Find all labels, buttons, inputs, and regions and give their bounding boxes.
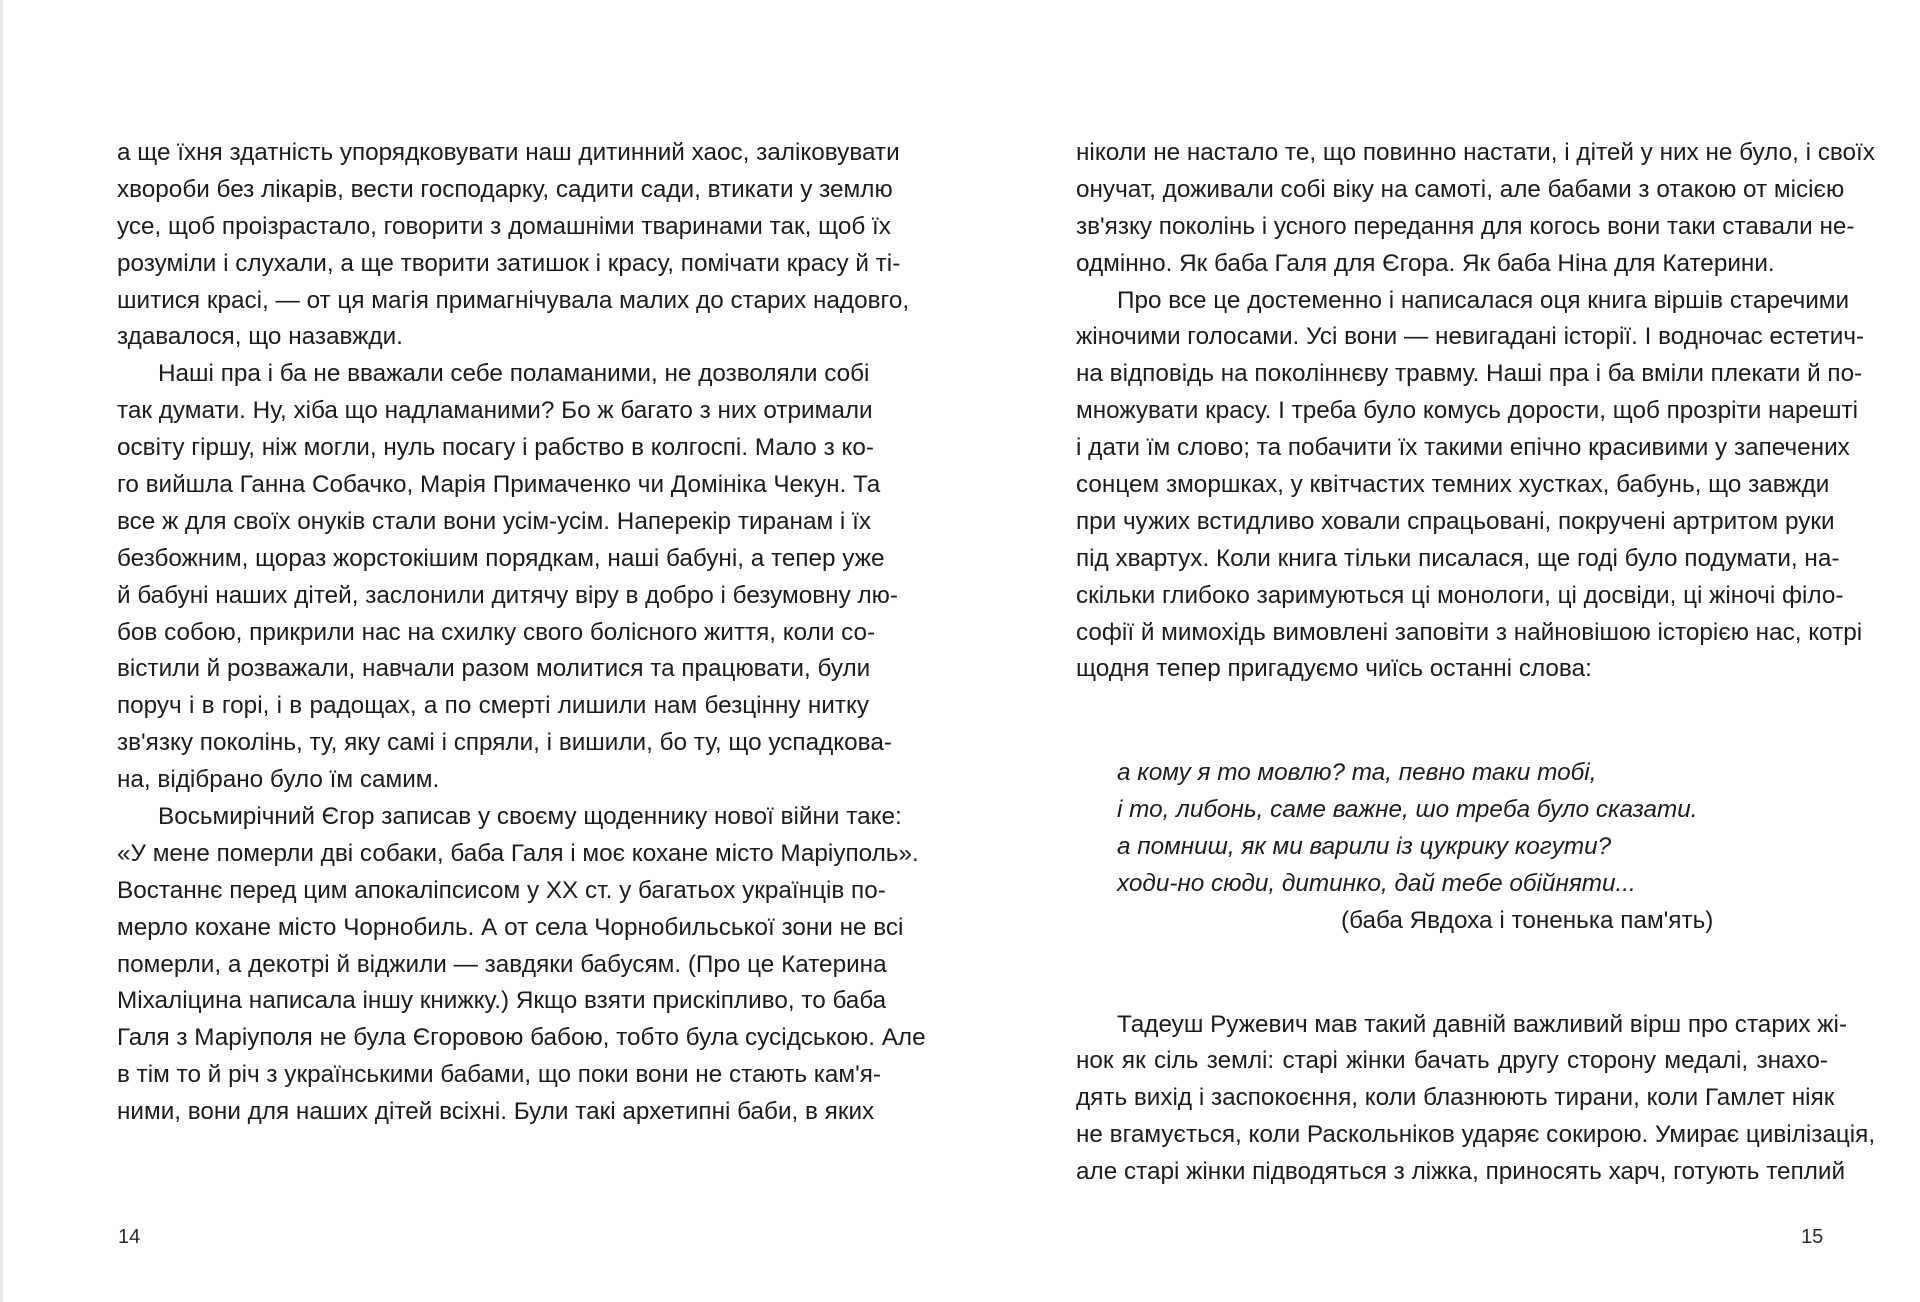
text-line: бов собою, прикрили нас на схилку свого болісного життя, коли со- <box>117 618 876 646</box>
text-line: усе, щоб проізрастало, говорити з домашніми тваринами так, щоб їх <box>117 212 891 240</box>
paragraph-first-line: Про все це достеменно і написалася оця книга віршів старечими <box>1117 286 1850 314</box>
blank-line <box>1076 725 1828 755</box>
text-line: скільки глибоко заримуються ці монологи, ці досвіди, ці жіночі філо- <box>1076 581 1844 609</box>
right-page <box>960 0 1920 1302</box>
text-line: зв'язку поколінь і усного передання для когось вони таки ставали не- <box>1076 212 1855 240</box>
text-line: жіночими голосами. Усі вони — невигадані історії. І водночас естетич- <box>1076 323 1865 351</box>
text-line: мерло кохане місто Чорнобиль. А от села Чорнобильської зони не всі <box>117 913 904 941</box>
text-line: а ще їхня здатність упорядковувати наш дитинний хаос, заліковувати <box>117 139 900 166</box>
text-line: але старі жінки підводяться з ліжка, приносять харч, готують теплий <box>1076 1158 1846 1186</box>
blank-line <box>1076 940 1828 977</box>
text-line: померли, а декотрі й віджили — завдяки бабусям. (Про це Катерина <box>117 950 887 978</box>
page-number: 15 <box>1801 1226 1824 1248</box>
page-number: 14 <box>118 1226 141 1248</box>
text-line: все ж для своїх онуків стали вони усім-усім. Наперекір тиранам і їх <box>117 507 871 535</box>
text-line: поруч і в горі, і в радощах, а по смерті лишили нам безцінну нитку <box>117 692 869 720</box>
text-line: ними, вони для наших дітей всіхні. Були такі архетипні баби, в яких <box>117 1098 875 1126</box>
text-line: Міхаліцина написала іншу книжку.) Якщо взяти прискіпливо, то баба <box>117 987 887 1015</box>
text-line: зв'язку поколінь, ту, яку самі і спряли, і вишили, бо ту, що успадкова- <box>117 729 892 757</box>
text-line: нок як сіль землі: старі жінки бачать другу сторону медалі, знахо- <box>1076 1047 1828 1075</box>
text-line: й бабуні наших дітей, заслонили дитячу віру в добро і безумовну лю- <box>117 581 898 609</box>
text-line: під хвартух. Коли книга тільки писалася, ще годі було подумати, на- <box>1076 544 1840 572</box>
poem-line: і то, либонь, саме важне, шо треба було сказати. <box>1117 796 1698 824</box>
text-line: одмінно. Як баба Галя для Єгора. Як баба Ніна для Катерини. <box>1076 249 1775 277</box>
text-line: множувати красу. І треба було комусь дорости, щоб прозріти нарешті <box>1076 397 1859 425</box>
poem-line: ходи-но сюди, дитинко, дай тебе обійняти... <box>1117 869 1636 897</box>
text-line: щодня тепер пригадуємо чиїсь останні слова: <box>1076 655 1592 683</box>
text-line: софії й мимохідь вимовлені заповіти з найновішою історією нас, котрі <box>1076 618 1863 646</box>
text-line: розуміли і слухали, а ще творити затишок і красу, помічати красу й ті- <box>117 249 901 277</box>
text-line: освіту гіршу, ніж могли, нуль посагу і рабство в колгоспі. Мало з ко- <box>117 434 874 462</box>
text-line: на, відібрано було їм самим. <box>117 766 440 794</box>
text-line: Галя з Маріуполя не була Єгоровою бабою, тобто була сусідською. Але <box>117 1024 926 1052</box>
text-line: при чужих встидливо ховали спрацьовані, покручені артритом руки <box>1076 507 1835 535</box>
text-line: на відповідь на поколіннєву травму. Наші пра і ба вміли плекати й по- <box>1076 360 1863 388</box>
poem-line: а помниш, як ми варили із цукрику когути? <box>1117 833 1612 861</box>
text-line: го вийшла Ганна Собачко, Марія Примаченко чи Домініка Чекун. Та <box>117 471 881 499</box>
text-line: дять вихід і заспокоєння, коли блазнюють тирани, коли Гамлет ніяк <box>1076 1084 1835 1112</box>
poem-attribution: (баба Явдоха і тоненька пам'ять) <box>1341 906 1714 934</box>
right-page-text <box>1076 135 1876 1191</box>
paragraph-first-line: Наші пра і ба не вважали себе поламаними, не дозволяли собі <box>158 360 870 388</box>
text-line: ніколи не настало те, що повинно настати, і дітей у них не було, і своїх <box>1076 139 1875 166</box>
blank-line <box>1076 977 1828 1007</box>
text-line: шитися красі, — от ця магія примагнічувала малих до старих надовго, <box>117 286 910 314</box>
blank-line <box>1076 688 1828 725</box>
text-line: «У мене померли дві собаки, баба Галя і моє кохане місто Маріуполь». <box>117 839 919 867</box>
left-page-text <box>117 135 926 1131</box>
text-line: в тім то й річ з українськими бабами, що поки вони не стають кам'я- <box>117 1061 881 1089</box>
text-line: сонцем зморшках, у квітчастих темних хустках, бабунь, що завжди <box>1076 471 1830 499</box>
text-line: хвороби без лікарів, вести господарку, садити сади, втикати у землю <box>117 175 893 203</box>
poem-line: а кому я то мовлю? та, певно таки тобі, <box>1117 759 1597 787</box>
text-line: здавалося, що назавжди. <box>117 323 403 351</box>
text-line: безбожним, щораз жорстокішим порядкам, наші бабуні, а тепер уже <box>117 544 885 572</box>
text-line: Востаннє перед цим апокаліпсисом у XX ст. у багатьох українців по- <box>117 876 886 904</box>
text-line: онучат, доживали собі віку на самоті, але бабами з отакою от місією <box>1076 175 1845 203</box>
text-line: так думати. Ну, хіба що надламаними? Бо ж багато з них отримали <box>117 397 873 425</box>
text-line: вістили й розважали, навчали разом молитися та працювати, були <box>117 655 871 683</box>
text-line: не вгамується, коли Раскольніков ударяє сокирою. Умирає цивілізація, <box>1076 1121 1876 1149</box>
paragraph-first-line: Восьмирічний Єгор записав у своєму щоденнику нової війни таке: <box>158 803 902 831</box>
text-line: і дати їм слово; та побачити їх такими епічно красивими у запечених <box>1076 434 1850 462</box>
paragraph-first-line: Тадеуш Ружевич мав такий давній важливий вірш про старих жі- <box>1117 1010 1848 1038</box>
